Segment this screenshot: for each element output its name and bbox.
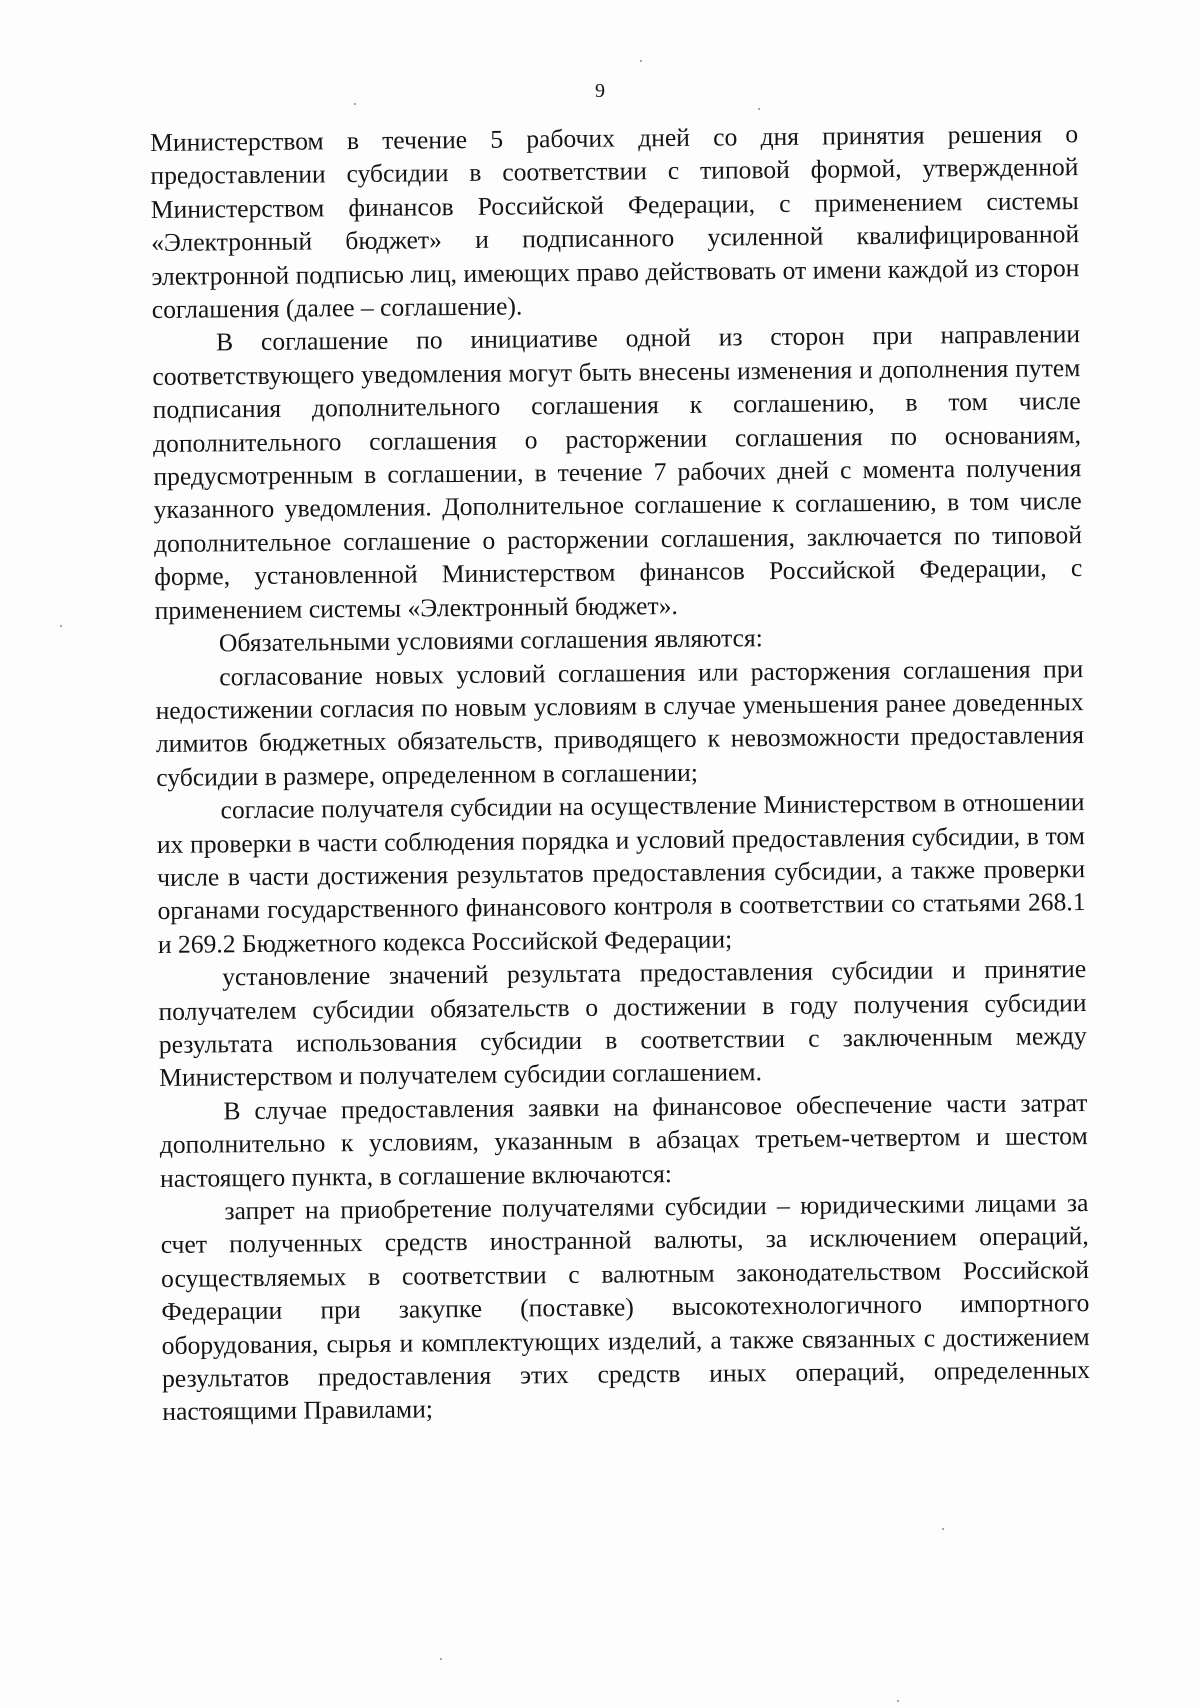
paragraph-agreement-conclusion: Министерством в течение 5 рабочих дней со дня принятия решения о предоставлении субсидии в соответствии с типовой формой, утвержденной Министерством финансов Российской Федерации, с применением системы «Электронный бюджет» и подписанного усиленной квалифицированной электронной подписью лиц, имеющих право действовать от имени каждой из сторон соглашения (далее – соглашение). [150, 119, 1080, 325]
scan-speck [440, 1658, 442, 1660]
scan-speck [758, 108, 760, 110]
paragraph-condition-result-values: установление значений результата предоставления субсидии и принятие получателем субсидии обязательств о достижении в году получения субсидии результата использования субсидии в соответствии с заключенным между Министерством и получателем субсидии соглашением. [158, 954, 1087, 1093]
scan-speck [60, 625, 62, 627]
paragraph-foreign-currency-ban: запрет на приобретение получателями субсидии – юридическими лицами за счет полученных средств иностранной валюты, за исключением операций, осуществляемых в соответствии с валютным законодательством Российской Федерации при закупке (поставке) высокотехнологичного импортного оборудования, сырья и комплектующих изделий, а также связанных с достижением результатов предоставления этих средств иных операций, определенных настоящими Правилами; [160, 1188, 1091, 1427]
scan-speck [640, 60, 642, 62]
scan-speck [942, 1528, 944, 1530]
document-body [150, 117, 1090, 1429]
scan-speck [897, 1700, 899, 1702]
page-number: 9 [595, 80, 605, 102]
paragraph-agreement-amendments: В соглашение по инициативе одной из сторон при направлении соответствующего уведомления могут быть внесены изменения и дополнения путем подписания дополнительного соглашения к соглашению, в том числе дополнительного соглашения о расторжении соглашения по основаниям, предусмотренным в соглашении, в течение 7 рабочих дней с момента получения указанного уведомления. Дополнительное соглашение к соглашению, в том числе дополнительное соглашение о расторжении соглашения, заключается по типовой форме, установленной Министерством финансов Российской Федерации, с применением системы «Электронный бюджет». [152, 319, 1083, 625]
paragraph-cost-coverage-case: В случае предоставления заявки на финансовое обеспечение части затрат дополнительно к условиям, указанным в абзацах третьем-четвертом и шестом настоящего пункта, в соглашение включаются: [159, 1087, 1088, 1193]
paragraph-condition-new-terms: согласование новых условий соглашения или расторжения соглашения при недостижении согласия по новым условиям в случае уменьшения ранее доведенных лимитов бюджетных обязательств, приводящего к невозможности предоставления субсидии в размере, определенном в соглашении; [155, 653, 1085, 792]
paragraph-condition-inspection-consent: согласие получателя субсидии на осуществление Министерством в отношении их проверки в части соблюдения порядка и условий предоставления субсидии, в том числе в части достижения результатов предоставления субсидии, а также проверки органами государственного финансового контроля в соответствии со статьями 268.1 и 269.2 Бюджетного кодекса Российской Федерации; [156, 787, 1086, 959]
scan-speck [354, 103, 356, 105]
paragraph-mandatory-conditions-heading: Обязательными условиями соглашения являются: [218, 623, 763, 658]
